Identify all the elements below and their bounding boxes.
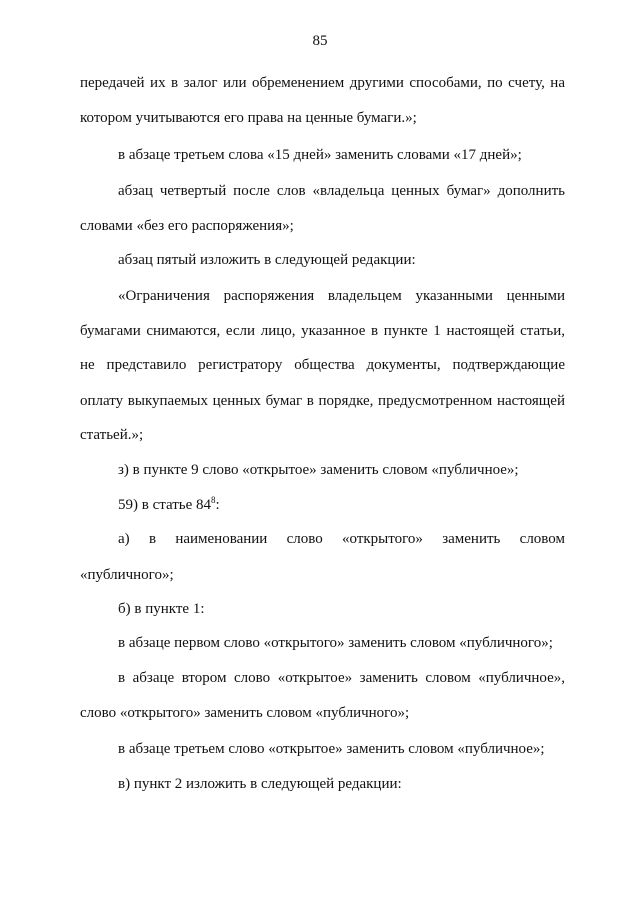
text-line-21: в) пункт 2 изложить в следующей редакции: [118,776,402,792]
text-line-14: а) в наименовании слово «открытого» заменить словом [118,531,565,547]
text-line-3: в абзаце третьем слова «15 дней» заменить словами «17 дней»; [118,147,522,163]
text-line-9: не представило регистратору общества документы, подтверждающие [80,357,565,373]
text-line-5: словами «без его распоряжения»; [80,218,294,234]
text-line-10: оплату выкупаемых ценных бумаг в порядке, предусмотренном настоящей [80,393,565,409]
text-line-16: б) в пункте 1: [118,601,205,617]
text-line-2: котором учитываются его права на ценные бумаги.»; [80,110,417,126]
text-line-8: бумагами снимаются, если лицо, указанное в пункте 1 настоящей статьи, [80,323,565,339]
article-heading-suffix: : [215,497,220,513]
article-heading [118,496,220,514]
text-line-11: статьей.»; [80,427,144,443]
text-line-15: «публичного»; [80,567,174,583]
text-line-17: в абзаце первом слово «открытого» заменить словом «публичного»; [118,635,553,651]
text-line-7: «Ограничения распоряжения владельцем указанными ценными [118,288,565,304]
text-line-19: слово «открытого» заменить словом «публичного»; [80,705,410,721]
text-line-1: передачей их в залог или обременением другими способами, по счету, на [80,75,565,91]
article-superscript: 8 [211,495,216,505]
text-line-20: в абзаце третьем слово «открытое» заменить словом «публичное»; [118,741,545,757]
page-number: 85 [312,33,328,49]
text-line-4: абзац четвертый после слов «владельца ценных бумаг» дополнить [118,183,565,199]
text-line-12: з) в пункте 9 слово «открытое» заменить словом «публичное»; [118,462,519,478]
article-heading-text: 59) в статье 84 [118,497,212,513]
text-line-6: абзац пятый изложить в следующей редакции: [118,252,416,268]
text-line-18: в абзаце втором слово «открытое» заменить словом «публичное», [118,670,565,686]
